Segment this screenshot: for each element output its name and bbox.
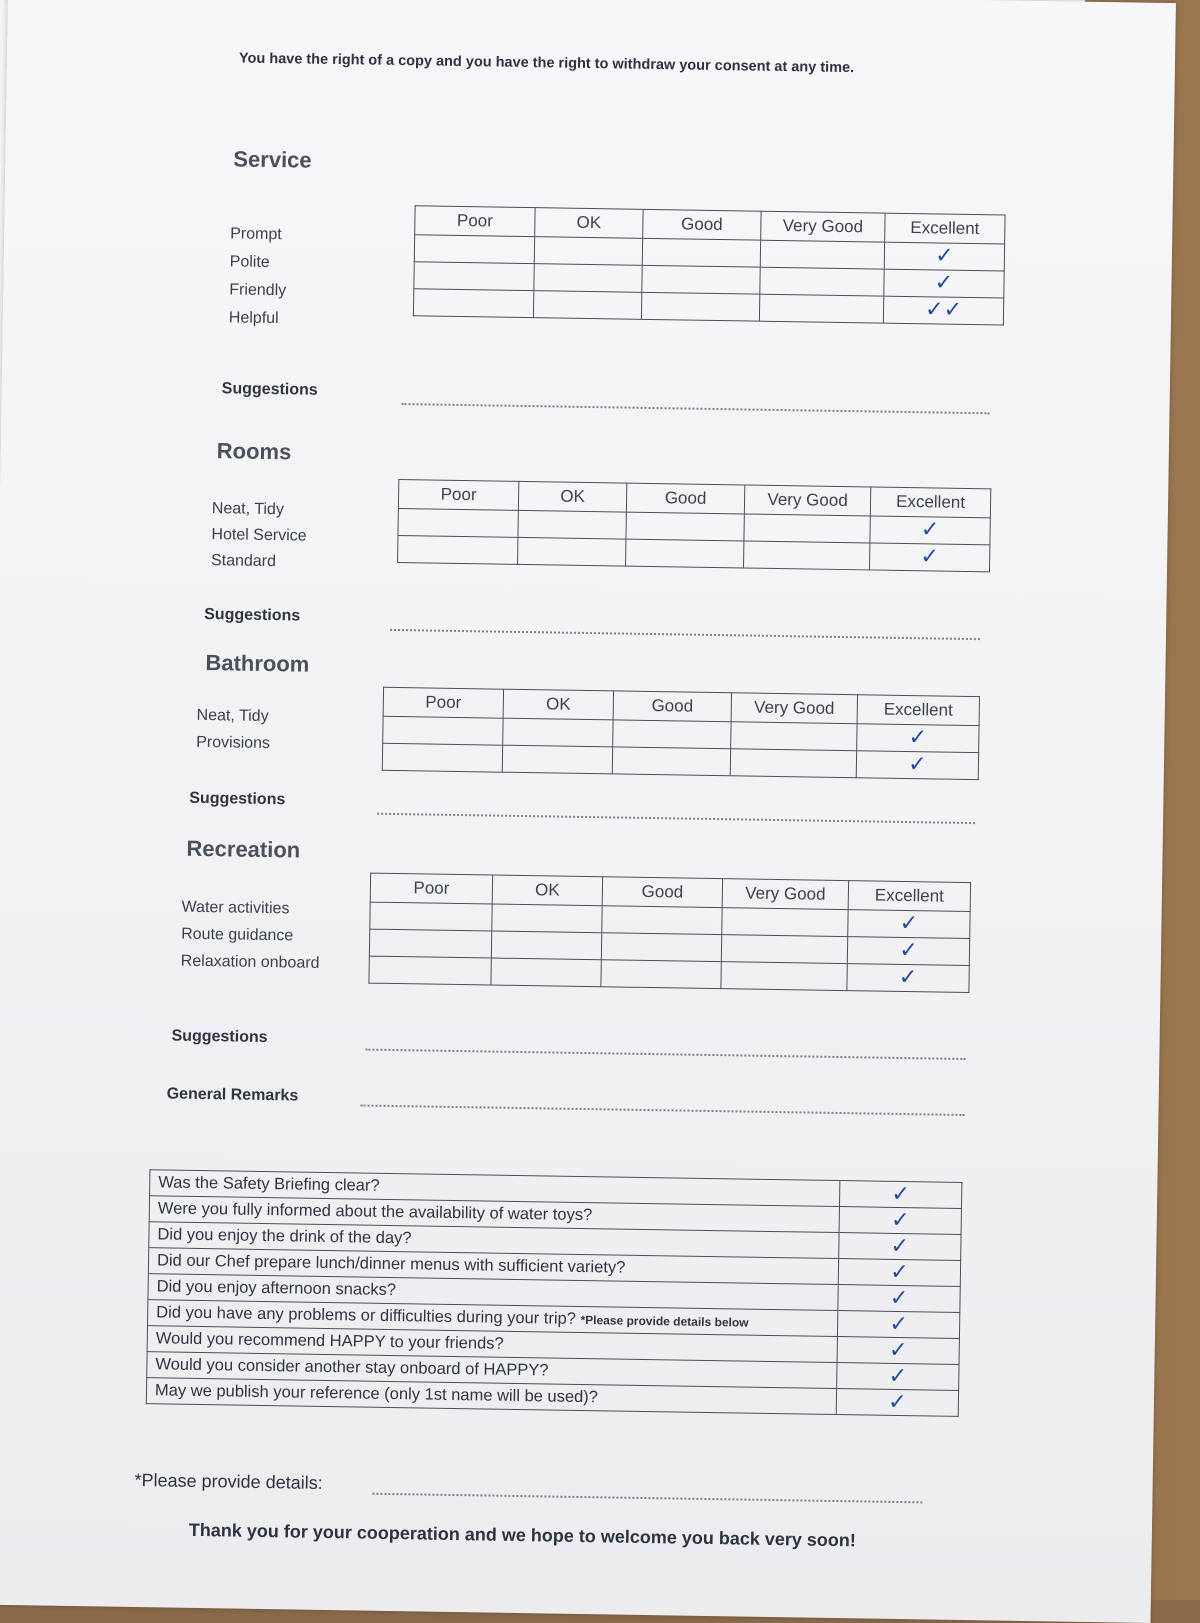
rating-cell[interactable]	[414, 235, 534, 264]
rating-table-bathroom	[382, 687, 980, 780]
general-remarks-label: General Remarks	[166, 1085, 299, 1105]
answer-cell[interactable]	[837, 1337, 959, 1365]
rating-cell-excellent[interactable]	[847, 937, 969, 966]
check-mark-icon: ✓	[890, 1259, 909, 1285]
please-provide-details-label: *Please provide details:	[134, 1470, 323, 1493]
rating-cell[interactable]	[612, 747, 730, 776]
check-mark-icon: ✓	[920, 544, 940, 570]
scale-label: OK	[535, 208, 643, 239]
rating-cell[interactable]	[502, 745, 612, 774]
scale-label: Poor	[370, 873, 492, 904]
rating-table-recreation	[368, 873, 971, 993]
item-label: Standard	[210, 552, 277, 571]
suggestions-label-service: Suggestions	[221, 380, 318, 399]
question-text: Did you enjoy the drink of the day?	[149, 1222, 839, 1259]
check-mark-icon: ✓	[891, 1181, 911, 1207]
rating-cell[interactable]	[626, 539, 744, 568]
section-title-bathroom: Bathroom	[205, 650, 310, 677]
rating-cell[interactable]	[534, 237, 642, 266]
rating-cell[interactable]	[503, 718, 613, 747]
check-mark-icon: ✓	[890, 1233, 910, 1259]
rating-cell[interactable]	[641, 292, 759, 321]
rating-cell-excellent[interactable]	[856, 751, 978, 780]
rating-cell[interactable]	[369, 956, 491, 985]
scale-label: Excellent	[870, 487, 990, 518]
rating-cell[interactable]	[642, 265, 760, 294]
item-label: Polite	[229, 253, 270, 271]
suggestions-line-service[interactable]	[402, 403, 990, 414]
item-label: Hotel Service	[211, 526, 307, 545]
check-mark-icon: ✓	[889, 1311, 909, 1337]
question-text: Were you fully informed about the availability of water toys?	[149, 1196, 839, 1233]
check-mark-icon: ✓	[934, 270, 954, 296]
check-mark-icon: ✓	[889, 1285, 909, 1311]
question-text: Would you recommend HAPPY to your friends?	[147, 1326, 837, 1363]
rating-cell[interactable]	[642, 238, 760, 267]
item-label: Relaxation onboard	[180, 952, 320, 972]
question-text: Would you consider another stay onboard of HAPPY?	[147, 1352, 837, 1389]
scale-label: Poor	[415, 206, 535, 237]
rating-cell-excellent[interactable]	[870, 516, 990, 545]
check-mark-icon: ✓	[935, 243, 954, 269]
question-text: Was the Safety Briefing clear?	[150, 1170, 840, 1207]
answer-cell[interactable]	[838, 1259, 960, 1287]
suggestions-label-bathroom: Suggestions	[189, 789, 286, 809]
rating-cell-excellent[interactable]	[857, 724, 979, 753]
item-label: Friendly	[229, 281, 287, 300]
scale-label: Poor	[398, 480, 518, 511]
scale-label: Good	[602, 877, 722, 908]
rating-cell[interactable]	[518, 510, 626, 539]
recreation-items	[181, 894, 321, 977]
check-mark-icon: ✓	[890, 1207, 910, 1233]
rating-cell-excellent[interactable]	[847, 964, 969, 993]
details-line[interactable]	[372, 1493, 922, 1504]
scale-label: OK	[518, 481, 626, 512]
item-label: Route guidance	[181, 925, 294, 945]
rating-cell[interactable]	[730, 749, 856, 778]
check-mark-icon: ✓	[924, 297, 944, 323]
item-label: Neat, Tidy	[211, 500, 285, 519]
scale-label: Good	[613, 691, 731, 722]
check-mark-icon: ✓	[899, 910, 919, 937]
rating-cell[interactable]	[613, 720, 731, 749]
suggestions-line-recreation[interactable]	[365, 1049, 965, 1060]
rating-cell[interactable]	[601, 933, 721, 962]
rating-cell-excellent[interactable]	[884, 269, 1004, 298]
item-label: Prompt	[230, 225, 282, 244]
rooms-items	[211, 496, 307, 575]
rating-cell[interactable]	[722, 908, 848, 937]
service-items	[229, 220, 288, 333]
rating-cell[interactable]	[414, 262, 534, 291]
rating-cell[interactable]	[533, 291, 641, 320]
scale-label: Poor	[383, 687, 503, 718]
item-label: Helpful	[228, 309, 279, 328]
section-title-service: Service	[233, 146, 312, 173]
rating-cell[interactable]	[534, 264, 642, 293]
check-mark-icon: ✓	[888, 1337, 908, 1363]
check-mark-icon: ✓	[888, 1363, 908, 1389]
question-text: Did you have any problems or difficulties during your trip?	[156, 1303, 577, 1328]
rating-cell-excellent[interactable]	[848, 910, 970, 939]
rating-table-service	[413, 205, 1006, 325]
rating-cell[interactable]	[760, 267, 884, 296]
consent-notice: You have the right of a copy and you have the right to withdraw your consent at any time.	[238, 50, 855, 77]
check-mark-icon: ✓	[899, 937, 918, 964]
scale-label: Very Good	[722, 879, 848, 910]
thank-you-message: Thank you for your cooperation and we hope to welcome you back very soon!	[188, 1519, 857, 1551]
rating-cell[interactable]	[398, 509, 518, 538]
answer-cell[interactable]	[838, 1285, 960, 1313]
answer-cell[interactable]	[839, 1207, 961, 1235]
scale-label: Good	[626, 483, 744, 514]
rating-cell[interactable]	[398, 536, 518, 565]
rating-cell-excellent[interactable]	[869, 543, 989, 572]
scale-label: Excellent	[885, 213, 1005, 244]
scale-label: OK	[492, 875, 602, 906]
check-mark-icon: ✓	[908, 752, 927, 778]
rating-cell[interactable]	[383, 716, 503, 745]
rating-cell[interactable]	[370, 902, 492, 931]
rating-cell[interactable]	[382, 743, 502, 772]
check-mark-icon: ✓	[888, 1389, 907, 1415]
suggestions-label-recreation: Suggestions	[171, 1027, 268, 1047]
suggestions-line-rooms[interactable]	[390, 629, 980, 640]
check-mark-icon: ✓	[908, 725, 928, 751]
scale-label: OK	[503, 689, 613, 720]
question-text: Did our Chef prepare lunch/dinner menus with sufficient variety?	[148, 1248, 838, 1285]
scale-label: Excellent	[848, 881, 970, 912]
rating-cell[interactable]	[744, 514, 870, 543]
scale-label: Excellent	[857, 695, 979, 726]
rating-cell[interactable]	[759, 294, 883, 323]
rating-cell[interactable]	[491, 958, 601, 987]
section-title-recreation: Recreation	[186, 835, 301, 863]
check-mark-icon: ✓	[898, 964, 918, 991]
question-text: May we publish your reference (only 1st name will be used)?	[146, 1378, 836, 1415]
suggestions-line-bathroom[interactable]	[377, 813, 975, 824]
rating-cell[interactable]	[413, 289, 533, 318]
yes-no-questions-table	[146, 1169, 963, 1417]
answer-cell[interactable]	[839, 1181, 961, 1209]
bathroom-items	[196, 702, 271, 757]
scale-label: Good	[643, 209, 761, 240]
item-label: Neat, Tidy	[196, 706, 269, 726]
rating-cell[interactable]	[744, 541, 870, 570]
answer-cell[interactable]	[839, 1233, 961, 1261]
rating-cell[interactable]	[518, 537, 626, 566]
check-mark-icon: ✓	[943, 297, 963, 323]
question-note: *Please provide details below	[580, 1312, 749, 1330]
answer-cell[interactable]	[837, 1311, 959, 1339]
scale-label: Very Good	[731, 693, 857, 724]
answer-cell[interactable]	[836, 1389, 958, 1417]
check-mark-icon: ✓	[920, 517, 940, 543]
rating-cell[interactable]	[731, 722, 857, 751]
rating-table-rooms	[397, 479, 991, 572]
answer-cell[interactable]	[837, 1363, 959, 1391]
rating-cell[interactable]	[602, 906, 722, 935]
rating-cell[interactable]	[369, 929, 491, 958]
rating-cell[interactable]	[721, 962, 847, 991]
scale-label: Very Good	[761, 211, 885, 242]
question-text: Did you enjoy afternoon snacks?	[148, 1274, 838, 1311]
rating-cell[interactable]	[601, 960, 721, 989]
item-label: Provisions	[196, 733, 271, 753]
rating-cell-excellent[interactable]	[884, 242, 1004, 271]
rating-cell[interactable]	[760, 240, 884, 269]
rating-cell[interactable]	[721, 935, 847, 964]
rating-cell[interactable]	[491, 931, 601, 960]
scale-label: Very Good	[744, 485, 870, 516]
rating-cell-excellent[interactable]	[883, 296, 1003, 325]
suggestions-label-rooms: Suggestions	[204, 605, 301, 625]
rating-cell[interactable]	[492, 904, 602, 933]
item-label: Water activities	[181, 898, 290, 918]
general-remarks-line[interactable]	[360, 1105, 964, 1116]
section-title-rooms: Rooms	[216, 438, 292, 465]
rating-cell[interactable]	[626, 512, 744, 541]
